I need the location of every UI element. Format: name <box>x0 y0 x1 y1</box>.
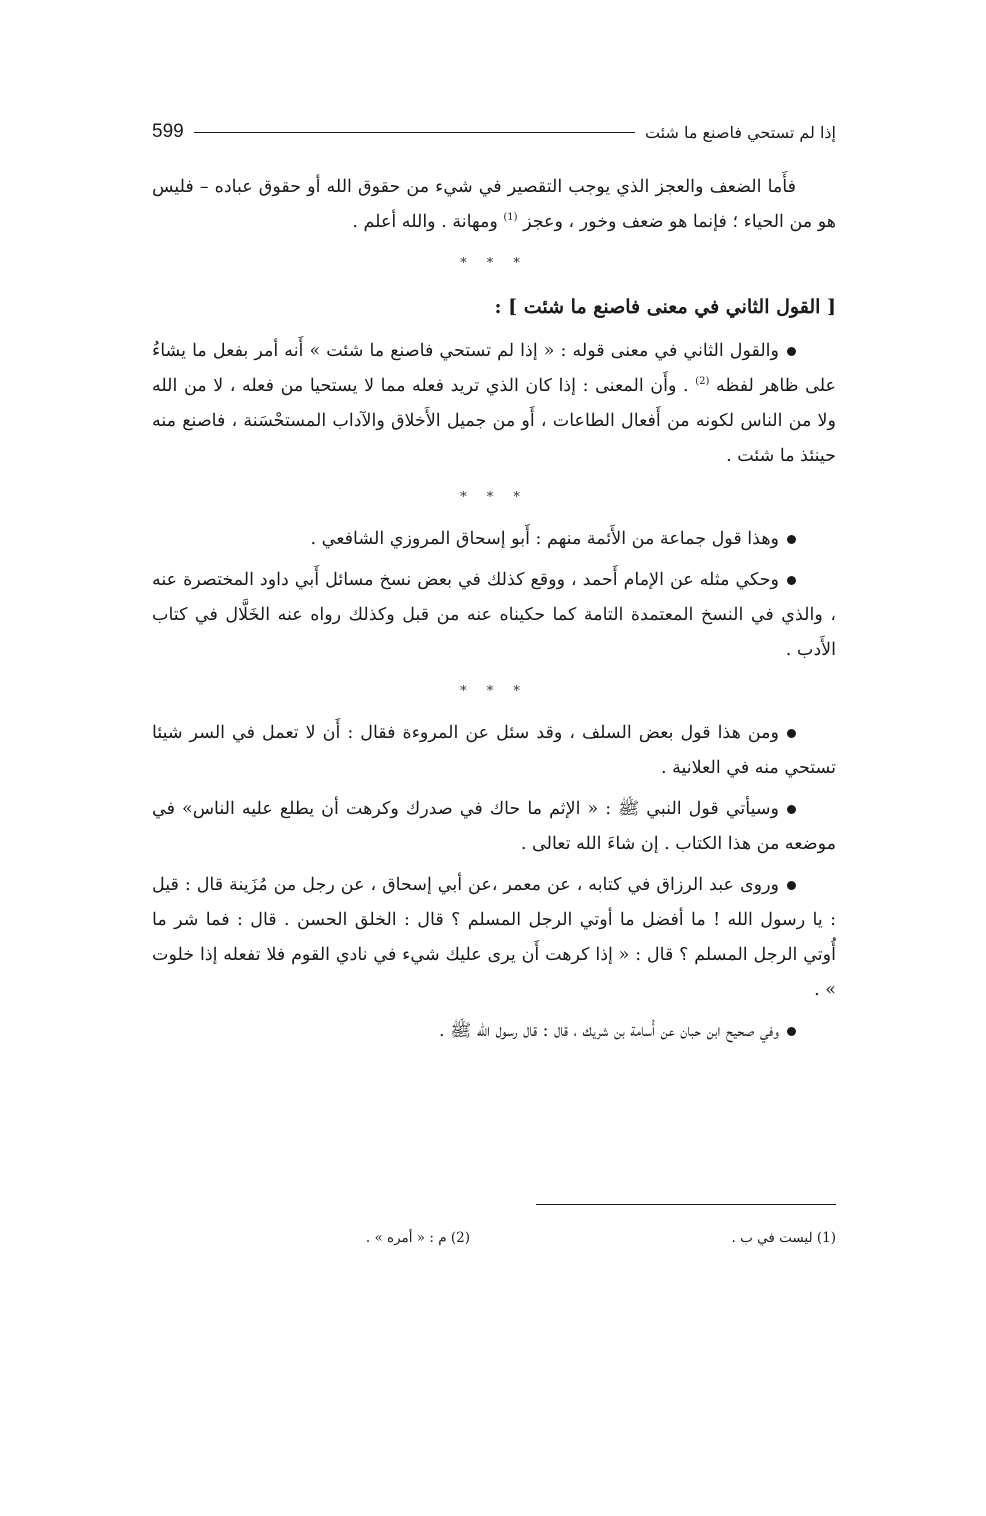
intro-paragraph <box>152 170 836 240</box>
bullet-icon <box>787 576 796 585</box>
page-number: 599 <box>152 121 184 142</box>
paragraph-1-text-1: والقول الثاني في معنى قوله : « إذا لم تستحي فاصنع ما شئت » أَنه أمر بفعل ما يشاءُ على ظاهر لفظه <box>152 341 836 396</box>
footnote-ref-1: (1) <box>503 212 518 224</box>
paragraph-1-text-2: . وأَن المعنى : إذا كان الذي تريد فعله مما لا يستحيا من فعله ، لا من الله ولا من الناس لكونه من أَفعال الطاعات ، أَو من جميل الأَخلاق والآداب المستحْسَنة ، فاصنع منه حينئذ ما شئت . <box>152 376 836 466</box>
paragraph-1 <box>152 334 836 474</box>
section-separator: * * * <box>460 256 528 271</box>
bullet-icon <box>787 1027 796 1036</box>
footnotes <box>152 1224 836 1250</box>
footnote-2: (2) م : « أمره » . <box>365 1230 470 1246</box>
paragraph-6-text: وروى عبد الرزاق في كتابه ، عن معمر ،عن أبي إسحاق ، عن رجل من مُزَينة قال : قيل : يا رسول الله ! ما أفضل ما أوتي الرجل المسلم ؟ قال : الخلق الحسن . قال : فما شر ما أُوتي الرجل المسلم ؟ قال : « إذا كرهت أَن يرى عليك شيء في نادي القوم فلا تفعله إذا خلوت » . <box>152 875 836 1000</box>
bullet-icon <box>787 347 796 356</box>
body-text <box>152 170 836 1049</box>
book-page <box>152 100 836 1300</box>
paragraph-5-text: وسيأتي قول النبي ﷺ : « الإثم ما حاك في صدرك وكرهت أن يطلع عليه الناس» في موضعه من هذا الكتاب . إن شاءَ الله تعالى . <box>152 799 836 854</box>
paragraph-3-text: وحكي مثله عن الإمام أَحمد ، ووقع كذلك في بعض نسخ مسائل أَبي داود المختصرة عنه ، والذي في النسخ المعتمدة التامة كما حكيناه عنه من قبل وكذلك رواه عنه الخَلَّال في كتاب الأَدب . <box>152 570 836 660</box>
intro-text-1: فأَما الضعف والعجز الذي يوجب التقصير في شيء من حقوق الله أو حقوق عباده – فليس هو من الحياء ؛ فإنما هو ضعف وخور ، وعجز <box>152 177 836 232</box>
paragraph-6 <box>152 868 836 1008</box>
bullet-icon <box>787 805 796 814</box>
section-separator-3: * * * <box>460 684 528 699</box>
section-separator-2: * * * <box>460 490 528 505</box>
paragraph-2 <box>152 522 836 557</box>
bullet-icon <box>787 535 796 544</box>
footnote-rule <box>536 1204 836 1205</box>
footnote-ref-2: (2) <box>695 376 710 388</box>
running-header <box>152 118 836 146</box>
paragraph-7-text: وفي صحيح ابن حبان عن أُسامة بن شريك ، قال : قال رسول الله ﷺ . <box>439 1021 779 1041</box>
paragraph-7 <box>152 1014 836 1049</box>
bullet-icon <box>787 881 796 890</box>
intro-text-2: ومهانة . والله أعلم . <box>352 212 504 232</box>
paragraph-5 <box>152 792 836 862</box>
paragraph-3 <box>152 563 836 668</box>
paragraph-4 <box>152 716 836 786</box>
footnote-1: (1) ليست في ب . <box>731 1230 836 1246</box>
paragraph-4-text: ومن هذا قول بعض السلف ، وقد سئل عن المروءة فقال : أَن لا تعمل في السر شيئا تستحي منه في العلانية . <box>152 723 836 778</box>
bullet-icon <box>787 729 796 738</box>
paragraph-2-text: وهذا قول جماعة من الأَئمة منهم : أَبو إسحاق المروزي الشافعي . <box>310 529 779 549</box>
section-heading: [ القول الثاني في معنى فاصنع ما شئت ] : <box>494 296 836 318</box>
running-title: إذا لم تستحي فاصنع ما شئت <box>644 122 836 142</box>
header-rule <box>194 132 635 133</box>
